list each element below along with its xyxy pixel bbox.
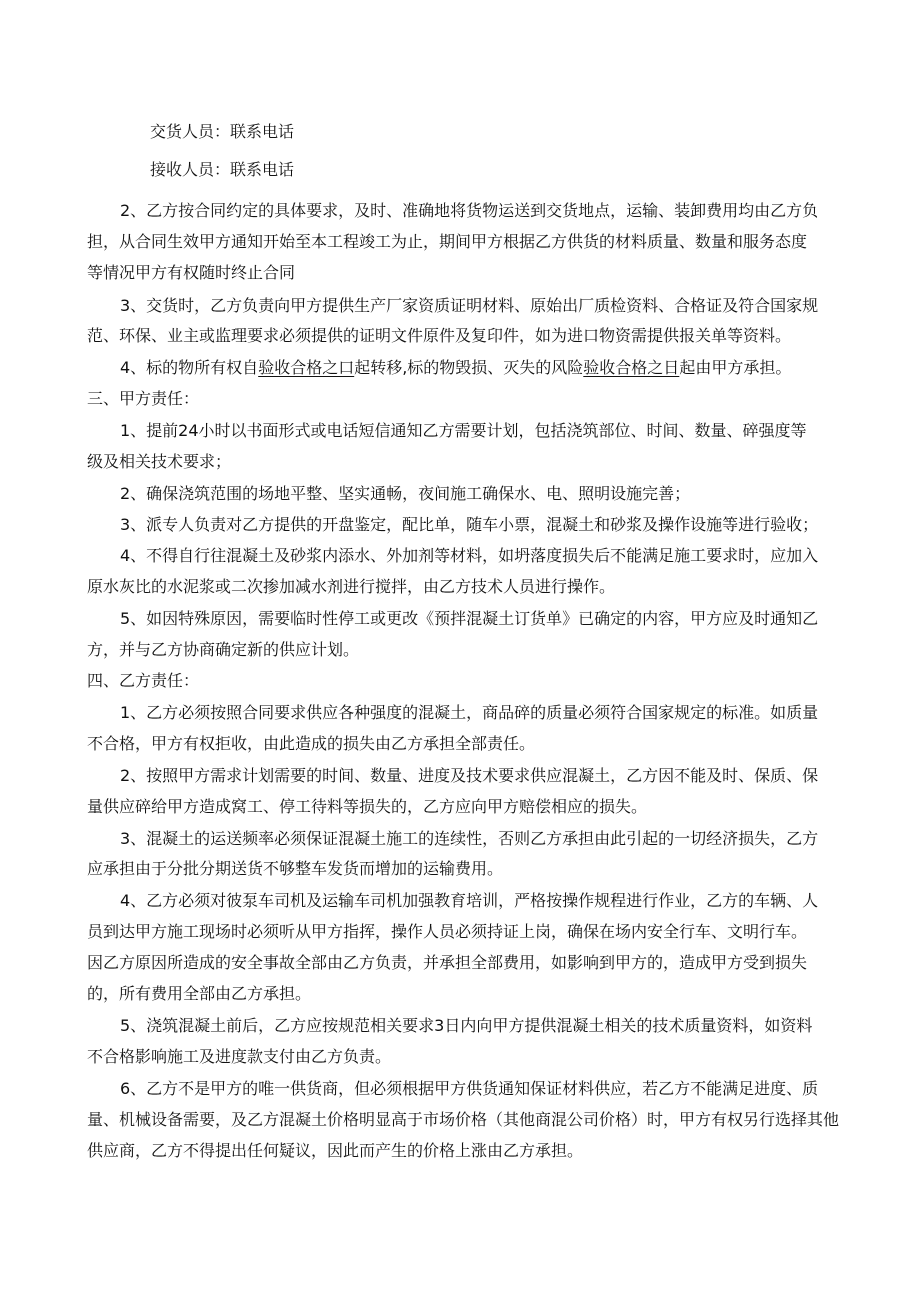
clause-2-3-line-1: 3、交货时，乙方负责向甲方提供生产厂家资质证明材料、原始出厂质检资料、合格证及符合国家规 (120, 296, 819, 315)
clause-3-4-line-1: 4、不得自行往混凝土及砂浆内添水、外加剂等材料，如坍落度损失后不能满足施工要求时，应加入 (120, 546, 819, 565)
clause-3-4-line-2: 原水灰比的水泥浆或二次掺加减水剂进行搅拌，由乙方技术人员进行操作。 (87, 577, 616, 596)
clause-4-6-line-2: 量、机械设备需要，及乙方混凝土价格明显高于市场价格（其他商混公司价格）时，甲方有权另行选择其他 (87, 1110, 840, 1129)
clause-4-2-line-2: 量供应碎给甲方造成窝工、停工待料等损失的，乙方应向甲方赔偿相应的损失。 (87, 797, 648, 816)
clause-3-3-line: 3、派专人负责对乙方提供的开盘鉴定，配比单，随车小票，混凝土和砂浆及操作设施等进行验收； (120, 515, 819, 534)
clause-3-5-line-2: 方，并与乙方协商确定新的供应计划。 (87, 640, 360, 659)
clause-4-4-line-1: 4、乙方必须对彼泵车司机及运输车司机加强教育培训，严格按操作规程进行作业，乙方的车辆、人 (120, 891, 819, 910)
section-4-heading: 四、乙方责任： (87, 671, 200, 690)
clause-4-5-line-2: 不合格影响施工及进度款支付由乙方负责。 (87, 1047, 392, 1066)
clause-4-2-line-1: 2、按照甲方需求计划需要的时间、数量、进度及技术要求供应混凝土，乙方因不能及时、保质、保 (120, 766, 819, 785)
clause-2-4-underlined-a: 验收合格之口 (258, 358, 355, 377)
clause-4-3-line-2: 应承担由于分批分期送货不够整车发货而增加的运输费用。 (87, 859, 504, 878)
delivery-contact-line: 交货人员：联系电话 (150, 122, 295, 141)
clause-4-1-line-2: 不合格，甲方有权拒收，由此造成的损失由乙方承担全部责任。 (87, 734, 536, 753)
clause-4-5-line-1: 5、浇筑混凝土前后，乙方应按规范相关要求3日内向甲方提供混凝土相关的技术质量资料，如资料 (120, 1016, 813, 1035)
clause-2-2-line-3: 等情况甲方有权随时终止合同 (87, 263, 296, 282)
clause-4-4-line-2: 员到达甲方施工现场时必须听从甲方指挥，操作人员必须持证上岗，确保在场内安全行车、文明行车。 (87, 922, 808, 941)
clause-2-2-line-2: 担，从合同生效甲方通知开始至本工程竣工为止，期间甲方根据乙方供货的材料质量、数量和服务态度 (87, 232, 808, 251)
clause-2-4-part-a: 4、标的物所有权自 (120, 358, 259, 377)
receipt-contact-line: 接收人员：联系电话 (150, 160, 295, 179)
clause-2-3-line-2: 范、环保、业主或监理要求必须提供的证明文件原件及复印件，如为进口物资需提供报关单等资料。 (87, 326, 792, 345)
clause-4-6-line-3: 供应商，乙方不得提出任何疑议，因此而产生的价格上涨由乙方承担。 (87, 1141, 584, 1160)
clause-3-1-line-2: 级及相关技术要求； (87, 452, 232, 471)
clause-4-1-line-1: 1、乙方必须按照合同要求供应各种强度的混凝土，商品碎的质量必须符合国家规定的标准。如质量 (120, 703, 819, 722)
section-3-heading: 三、甲方责任： (87, 389, 200, 408)
clause-4-3-line-1: 3、混凝土的运送频率必须保证混凝土施工的连续性，否则乙方承担由此引起的一切经济损失，乙方 (120, 829, 819, 848)
clause-4-4-line-3: 因乙方原因所造成的安全事故全部由乙方负责，并承担全部费用，如影响到甲方的，造成甲方受到损失 (87, 953, 808, 972)
clause-2-4-underlined-b: 验收合格之日 (583, 358, 680, 377)
clause-2-2-line-1: 2、乙方按合同约定的具体要求，及时、准确地将货物运送到交货地点，运输、装卸费用均由乙方负 (120, 201, 819, 220)
clause-3-5-line-1: 5、如因特殊原因，需要临时性停工或更改《预拌混凝土订货单》已确定的内容，甲方应及时通知乙 (120, 609, 819, 628)
clause-2-4-part-e: 起由甲方承担。 (679, 358, 792, 377)
clause-2-4-part-c: 起转移,标的物毁损、灭失的风险 (354, 358, 584, 377)
clause-3-1-line-1: 1、提前24小时以书面形式或电话短信通知乙方需要计划，包括浇筑部位、时间、数量、碎强度等 (120, 421, 807, 440)
clause-3-2-line: 2、确保浇筑范围的场地平整、坚实通畅，夜间施工确保水、电、照明设施完善； (120, 484, 691, 503)
clause-4-6-line-1: 6、乙方不是甲方的唯一供货商，但必须根据甲方供货通知保证材料供应，若乙方不能满足进度、质 (120, 1079, 819, 1098)
clause-4-4-line-4: 的，所有费用全部由乙方承担。 (87, 984, 312, 1003)
clause-2-4-line (120, 357, 791, 379)
